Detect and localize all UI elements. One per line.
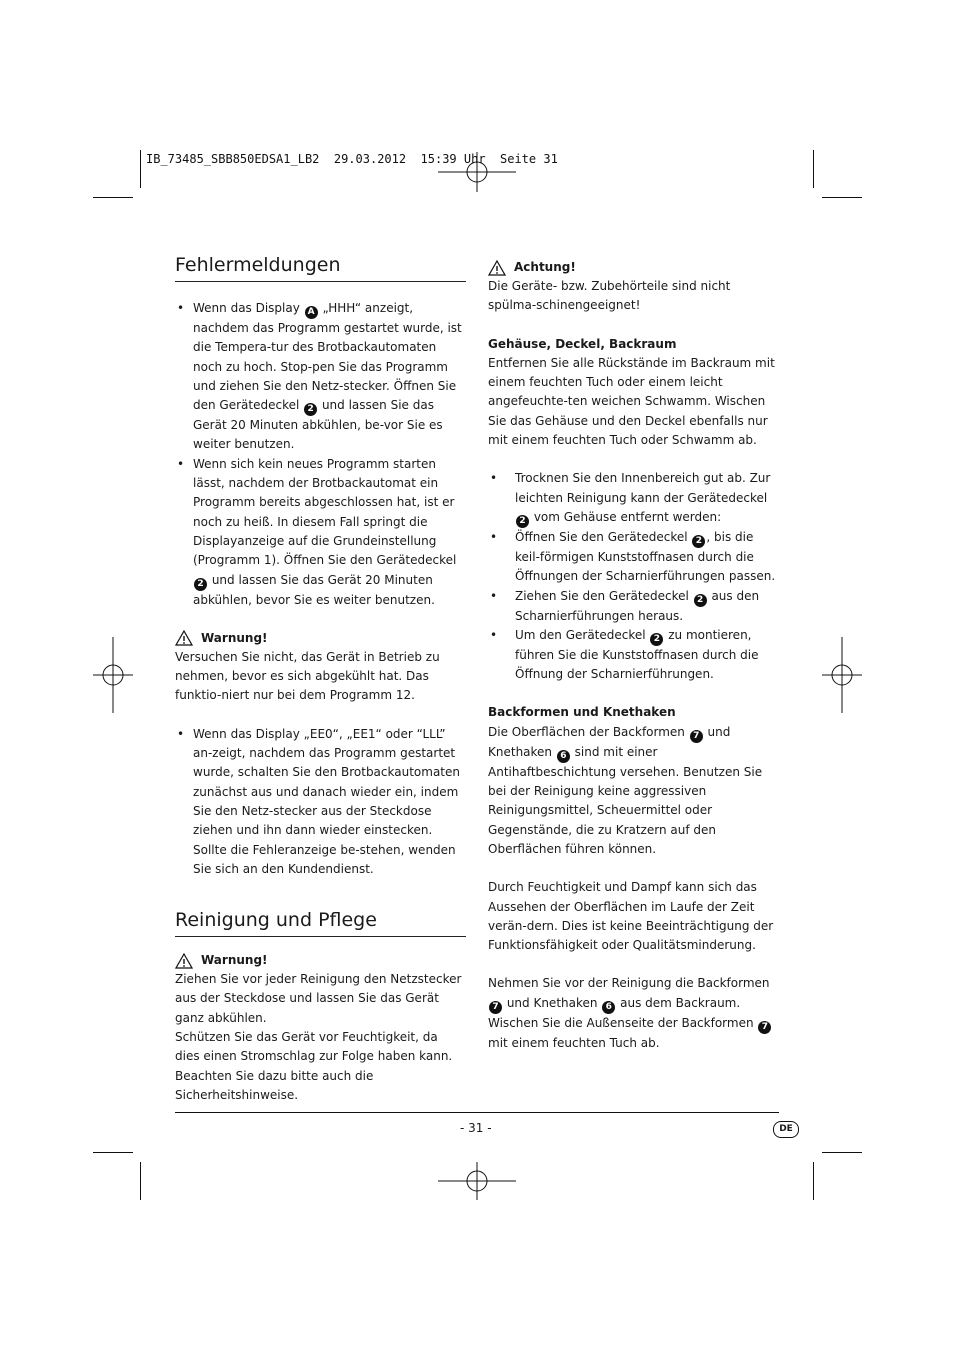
crop-mark: [93, 1152, 133, 1153]
text-run: Um den Gerätedeckel: [515, 627, 650, 642]
footer-rule: [175, 1112, 779, 1113]
callout-badge: 2: [694, 594, 707, 607]
warning-text: Ziehen Sie vor jeder Reinigung den Netzstecker aus der Steckdose und lassen Sie das Gerät ganz abkühlen.: [175, 972, 462, 1025]
text-run: Wenn sich kein neues Programm starten lässt, nachdem der Brotbackautomat ein Programm bereits abgeschlossen hat, ist er noch zu heiß. In diesem Fall springt die Displayanzeige auf die Grundeinstellung (Programm 1). Öffnen Sie den Gerätedeckel: [193, 456, 457, 568]
caution-label: Achtung!: [514, 260, 576, 274]
registration-mark-bottom: [438, 1162, 516, 1200]
callout-badge: 6: [557, 750, 570, 763]
crop-mark: [813, 150, 814, 188]
callout-badge: 7: [690, 730, 703, 743]
text-run: „HHH“ anzeigt, nachdem das Programm gestartet wurde, ist die Tempera-tur des Brotbackautomaten noch zu hoch. Stop-pen Sie das Programm und ziehen Sie den Netz-stecker. Öffnen Sie den Gerätedeckel: [193, 301, 462, 413]
list-item: [175, 455, 466, 610]
callout-badge: 2: [650, 633, 663, 646]
list-item: [488, 528, 780, 587]
list-item: [488, 587, 780, 626]
paragraph: [488, 723, 780, 859]
warning-text: Versuchen Sie nicht, das Gerät in Betrieb zu nehmen, bevor es sich abgekühlt hat. Das funktio-niert nur bei dem Programm 12.: [175, 649, 440, 703]
crop-mark: [822, 1152, 862, 1153]
callout-badge: 2: [692, 535, 705, 548]
left-column: [175, 252, 466, 1105]
subheading-housing: Gehäuse, Deckel, Backraum: [488, 336, 677, 351]
text-run: und Knethaken: [488, 724, 731, 759]
text-run: Trocknen Sie den Innenbereich gut ab. Zur leichten Reinigung kann der Gerätedeckel: [515, 471, 771, 505]
warning-block: [175, 951, 466, 1105]
text-run: zu montieren, führen Sie die Kunststoffnasen durch die Öffnung der Scharnierführungen.: [515, 627, 759, 682]
text-run: Öffnen Sie den Gerätedeckel: [515, 529, 692, 544]
print-slug: IB_73485_SBB850EDSA1_LB2 29.03.2012 15:39 Uhr Seite 31: [146, 152, 558, 166]
warning-block: [175, 629, 466, 706]
callout-badge: 2: [516, 515, 529, 528]
section-title-errors: Fehlermeldungen: [175, 252, 466, 282]
crop-mark: [813, 1162, 814, 1200]
text-run: Nehmen Sie vor der Reinigung die Backformen: [488, 976, 770, 991]
crop-mark: [140, 150, 141, 188]
registration-mark-left: [93, 637, 133, 713]
text-run: und lassen Sie das Gerät 20 Minuten abkühlen, bevor Sie es weiter benutzen.: [193, 572, 435, 607]
crop-mark: [93, 197, 133, 198]
warning-text: Schützen Sie das Gerät vor Feuchtigkeit, da dies einen Stromschlag zur Folge haben kann. Beachten Sie dazu bitte auch die Sicherheitshinweise.: [175, 1030, 453, 1102]
text-run: vom Gehäuse entfernt werden:: [530, 509, 722, 524]
warning-heading: [175, 629, 466, 648]
caution-heading: [488, 258, 780, 277]
warning-triangle-icon: [488, 260, 506, 276]
list-item: [175, 299, 466, 455]
text-run: , bis die keil-förmigen Kunststoffnasen durch die Öffnungen der Scharnierführungen passen.: [515, 529, 776, 584]
list-item: [488, 626, 780, 685]
paragraph: [488, 974, 780, 1053]
text-run: sind mit einer Antihaftbeschichtung versehen. Benutzen Sie bei der Reinigung keine aggressiven Reinigungsmittel, Scheuermittel oder Gegenstände, die zu Kratzern auf den Oberflächen führen können.: [488, 744, 763, 856]
warning-label: Warnung!: [201, 953, 268, 968]
page-number: - 31 -: [460, 1121, 492, 1135]
callout-badge: 7: [489, 1001, 502, 1014]
warning-label: Warnung!: [201, 630, 268, 645]
callout-badge: 6: [602, 1001, 615, 1014]
registration-mark-right: [822, 637, 862, 713]
text-run: aus dem Backraum. Wischen Sie die Außenseite der Backformen: [488, 995, 758, 1030]
error-list: [175, 299, 466, 610]
registration-mark-top: [438, 152, 516, 192]
language-badge: DE: [773, 1121, 799, 1138]
callout-badge: 2: [194, 578, 207, 591]
list-item: [488, 469, 780, 528]
error-list-2: [175, 725, 466, 879]
subheading-baking-pans: Backformen und Knethaken: [488, 705, 676, 720]
caution-text: Die Geräte- bzw. Zubehörteile sind nicht spülma-schinengeeignet!: [488, 279, 731, 313]
list-item: • Wenn das Display „EE0“, „EE1“ oder “LLL” an-zeigt, nachdem das Programm gestartet wurde, schalten Sie den Brotbackautomaten zunächst aus und danach wieder ein, indem Sie den Netz-stecker aus der Steckdose ziehen und ihn dann wieder einstecken. Sollte die Fehleranzeige be-stehen, wenden Sie sich an den Kundendienst.: [175, 725, 466, 879]
crop-mark: [140, 1162, 141, 1200]
text-run: aus den Scharnierführungen heraus.: [515, 588, 760, 623]
callout-badge: 2: [304, 403, 317, 416]
text-run: Die Oberflächen der Backformen: [488, 724, 689, 739]
callout-badge: 7: [758, 1021, 771, 1034]
callout-badge: A: [305, 306, 318, 319]
text-run: und Knethaken: [503, 995, 602, 1010]
paragraph: Entfernen Sie alle Rückstände im Backraum mit einem feuchten Tuch oder einem leicht angefeuchte-ten weichen Schwamm. Wischen Sie das Gehäuse und den Deckel ebenfalls nur mit einem feuchten Tuch oder Schwamm ab.: [488, 355, 775, 448]
text-run: Wenn das Display: [193, 301, 304, 315]
paragraph: Durch Feuchtigkeit und Dampf kann sich das Aussehen der Oberflächen im Laufe der Zeit verän-dern. Dies ist keine Beeinträchtigung der Funktionsfähigkeit oder Qualitätsminderung.: [488, 880, 774, 953]
warning-heading: [175, 951, 466, 970]
caution-block: [488, 258, 780, 316]
text-run: Ziehen Sie den Gerätedeckel: [515, 588, 693, 603]
section-title-cleaning: Reinigung und Pflege: [175, 907, 466, 937]
warning-triangle-icon: [175, 630, 193, 646]
warning-triangle-icon: [175, 953, 193, 969]
right-column: [488, 258, 780, 1053]
text-run: und lassen Sie das Gerät 20 Minuten abkühlen, be-vor Sie es weiter benutzen.: [193, 398, 443, 452]
text-run: mit einem feuchten Tuch ab.: [488, 1035, 660, 1050]
cleaning-steps: [488, 469, 780, 684]
crop-mark: [822, 197, 862, 198]
